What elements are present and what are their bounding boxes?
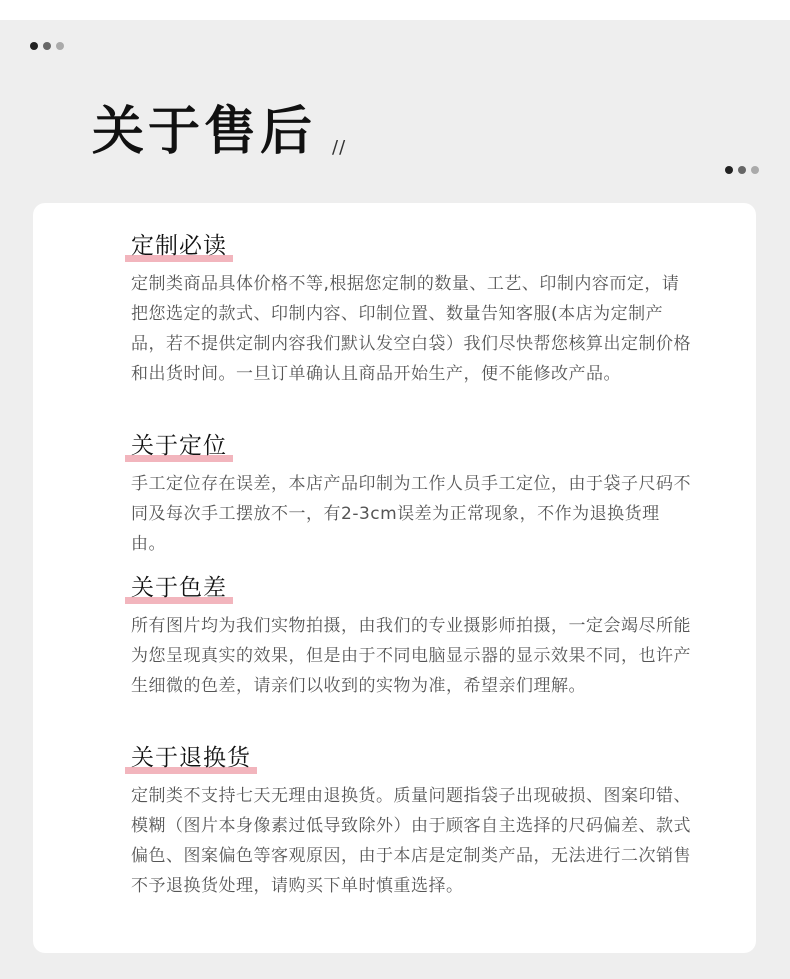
section-heading-text: 关于色差 <box>131 575 227 601</box>
section-body: 手工定位存在误差，本店产品印制为工作人员手工定位，由于袋子尺码不同及每次手工摆放不一，有2-3cm误差为正常现象，不作为退换货理由。 <box>131 474 691 554</box>
decorative-dots <box>30 42 64 50</box>
section-heading <box>131 431 227 461</box>
page-title: 关于售后 <box>92 102 317 162</box>
section-heading-text: 关于定位 <box>131 433 227 459</box>
dot-icon <box>751 166 759 174</box>
section-heading <box>131 231 227 261</box>
decorative-dots <box>725 166 759 174</box>
dot-icon <box>738 166 746 174</box>
section-heading <box>131 573 227 603</box>
section-heading-text: 定制必读 <box>131 233 227 259</box>
dot-icon <box>43 42 51 50</box>
dot-icon <box>725 166 733 174</box>
page-panel <box>0 20 790 979</box>
section-body: 定制类不支持七天无理由退换货。质量问题指袋子出现破损、图案印错、模糊（图片本身像素过低导致除外）由于顾客自主选择的尺码偏差、款式偏色、图案偏色等客观原因，由于本店是定制类产品，无法进行二次销售不予退换货处理，请购买下单时慎重选择。 <box>131 786 691 896</box>
content-card <box>33 203 756 953</box>
section-positioning <box>131 431 691 559</box>
section-body: 定制类商品具体价格不等,根据您定制的数量、工艺、印制内容而定，请把您选定的款式、印制内容、印制位置、数量告知客服(本店为定制产品，若不提供定制内容我们默认发空白袋）我们尽快帮您核算出定制价格和出货时间。一旦订单确认且商品开始生产，便不能修改产品。 <box>131 274 691 384</box>
section-color-difference <box>131 573 691 701</box>
title-decoration: // <box>332 137 347 158</box>
title-block <box>92 100 346 164</box>
section-heading <box>131 743 251 773</box>
section-body: 所有图片均为我们实物拍摄，由我们的专业摄影师拍摄，一定会竭尽所能为您呈现真实的效果，但是由于不同电脑显示器的显示效果不同，也许产生细微的色差，请亲们以收到的实物为准，希望亲们理解。 <box>131 616 691 696</box>
dot-icon <box>56 42 64 50</box>
section-returns <box>131 743 691 901</box>
section-heading-text: 关于退换货 <box>131 745 251 771</box>
dot-icon <box>30 42 38 50</box>
section-custom-notice <box>131 231 691 389</box>
